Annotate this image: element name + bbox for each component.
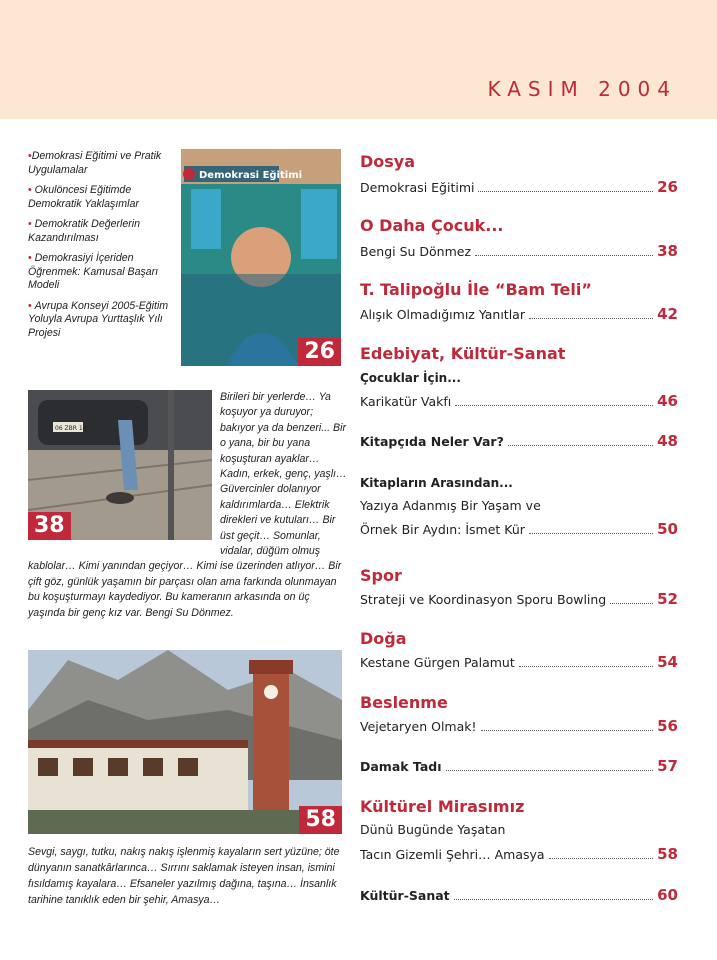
toc-entry-kultur-sanat[interactable]: Kültür-Sanat 60 bbox=[360, 886, 678, 904]
section-spor: Spor bbox=[360, 566, 402, 585]
toc-line-kur: Yazıya Adanmış Bir Yaşam ve bbox=[360, 498, 541, 513]
toc-entry-kur[interactable]: Örnek Bir Aydın: İsmet Kür 50 bbox=[360, 520, 678, 538]
toc-line-amasya: Dünü Bugünde Yaşatan bbox=[360, 822, 506, 837]
toc-entry-bam-teli[interactable]: Alışık Olmadığımız Yanıtlar 42 bbox=[360, 305, 678, 323]
cover-photo[interactable] bbox=[181, 149, 341, 366]
topic-item: •Demokrasi Eğitimi ve Pratik Uygulamalar bbox=[28, 150, 162, 176]
toc-entry-damak-tadi[interactable]: Damak Tadı 57 bbox=[360, 757, 678, 775]
section-o-daha-cocuk: O Daha Çocuk... bbox=[360, 216, 504, 235]
toc-entry-spor[interactable]: Strateji ve Koordinasyon Sporu Bowling 52 bbox=[360, 590, 678, 608]
cover-masthead: Demokrasi Eğitimi bbox=[199, 170, 303, 181]
subsection-cocuklar-icin: Çocuklar İçin... bbox=[360, 371, 461, 385]
section-beslenme: Beslenme bbox=[360, 693, 448, 712]
page-badge: 58 bbox=[299, 806, 342, 834]
topic-item: • Avrupa Konseyi 2005-Eğitim Yoluyla Avrupa Yurttaşlık Yılı Projesi bbox=[28, 299, 169, 339]
toc-entry-doga[interactable]: Kestane Gürgen Palamut 54 bbox=[360, 653, 678, 671]
dossier-topics bbox=[28, 150, 178, 347]
license-plate: 06 ZBR 14 bbox=[55, 425, 87, 432]
topic-item: • Demokratik Değerlerin Kazandırılması bbox=[28, 218, 141, 244]
toc-entry-vejetaryen[interactable]: Vejetaryen Olmak! 56 bbox=[360, 717, 678, 735]
header-band bbox=[0, 0, 717, 119]
caption-38: Birileri bir yerlerde… Ya koşuyor ya duruyor; bakıyor ya da benzeri... Bir o yana, bir bu yana koşuşturan ayaklar… Kadın, erkek, genç, yaşlı… Güvercinler dolanıyor kaldırımlarda… Elektrik direkleri ve kutuları… Bir üst geçit… Somunlar, vidalar, düğüm olmuş kablolar… Kimi yanından geçiyor… Kimi ise üzerinden atlıyor… Bir çift göz, günlük yaşamın bir parçası olan ama farkında olunmayan bu koşuşturmayı kaydediyor. Bu kameranın arkasında on üç yaşında bir genç kız var. Bengi Su Dönmez. bbox=[28, 391, 347, 619]
topic-item: • Okulöncesi Eğitimde Demokratik Yaklaşımlar bbox=[28, 184, 139, 210]
section-edebiyat: Edebiyat, Kültür-Sanat bbox=[360, 344, 566, 363]
caption-58: Sevgi, saygı, tutku, nakış nakış işlenmiş kayaların sert yüzüne; öte dünyanın sanatkârlarınca… Sırrını saklamak isteyen insan, ismini fısıldamış kayalara… Efsaneler yazılmış dağına, taşına… İnsanlık tarihine tanıklık eden bir şehir, Amasya… bbox=[28, 846, 340, 906]
toc-entry-karikatur[interactable]: Karikatür Vakfı 46 bbox=[360, 392, 678, 410]
section-dosya: Dosya bbox=[360, 152, 416, 171]
section-kulturel-mirasimiz: Kültürel Mirasımız bbox=[360, 797, 525, 816]
page-badge: 26 bbox=[298, 338, 341, 366]
amasya-photo[interactable] bbox=[28, 650, 342, 834]
section-bam-teli: T. Talipoğlu İle “Bam Teli” bbox=[360, 280, 592, 299]
toc-entry-amasya[interactable]: Tacın Gizemli Şehri… Amasya 58 bbox=[360, 845, 678, 863]
subsection-kitaplarin-arasindan: Kitapların Arasından... bbox=[360, 476, 513, 490]
issue-date: KASIM 2004 bbox=[487, 77, 677, 101]
toc-entry-kitapcida[interactable]: Kitapçıda Neler Var? 48 bbox=[360, 432, 678, 450]
toc-entry-cocuk[interactable]: Bengi Su Dönmez 38 bbox=[360, 242, 678, 260]
toc-entry-dosya[interactable]: Demokrasi Eğitimi 26 bbox=[360, 178, 678, 196]
page-badge: 38 bbox=[28, 512, 71, 540]
section-doga: Doğa bbox=[360, 629, 407, 648]
topic-item: • Demokrasiyi İçeriden Öğrenmek: Kamusal Başarı Modeli bbox=[28, 252, 159, 291]
